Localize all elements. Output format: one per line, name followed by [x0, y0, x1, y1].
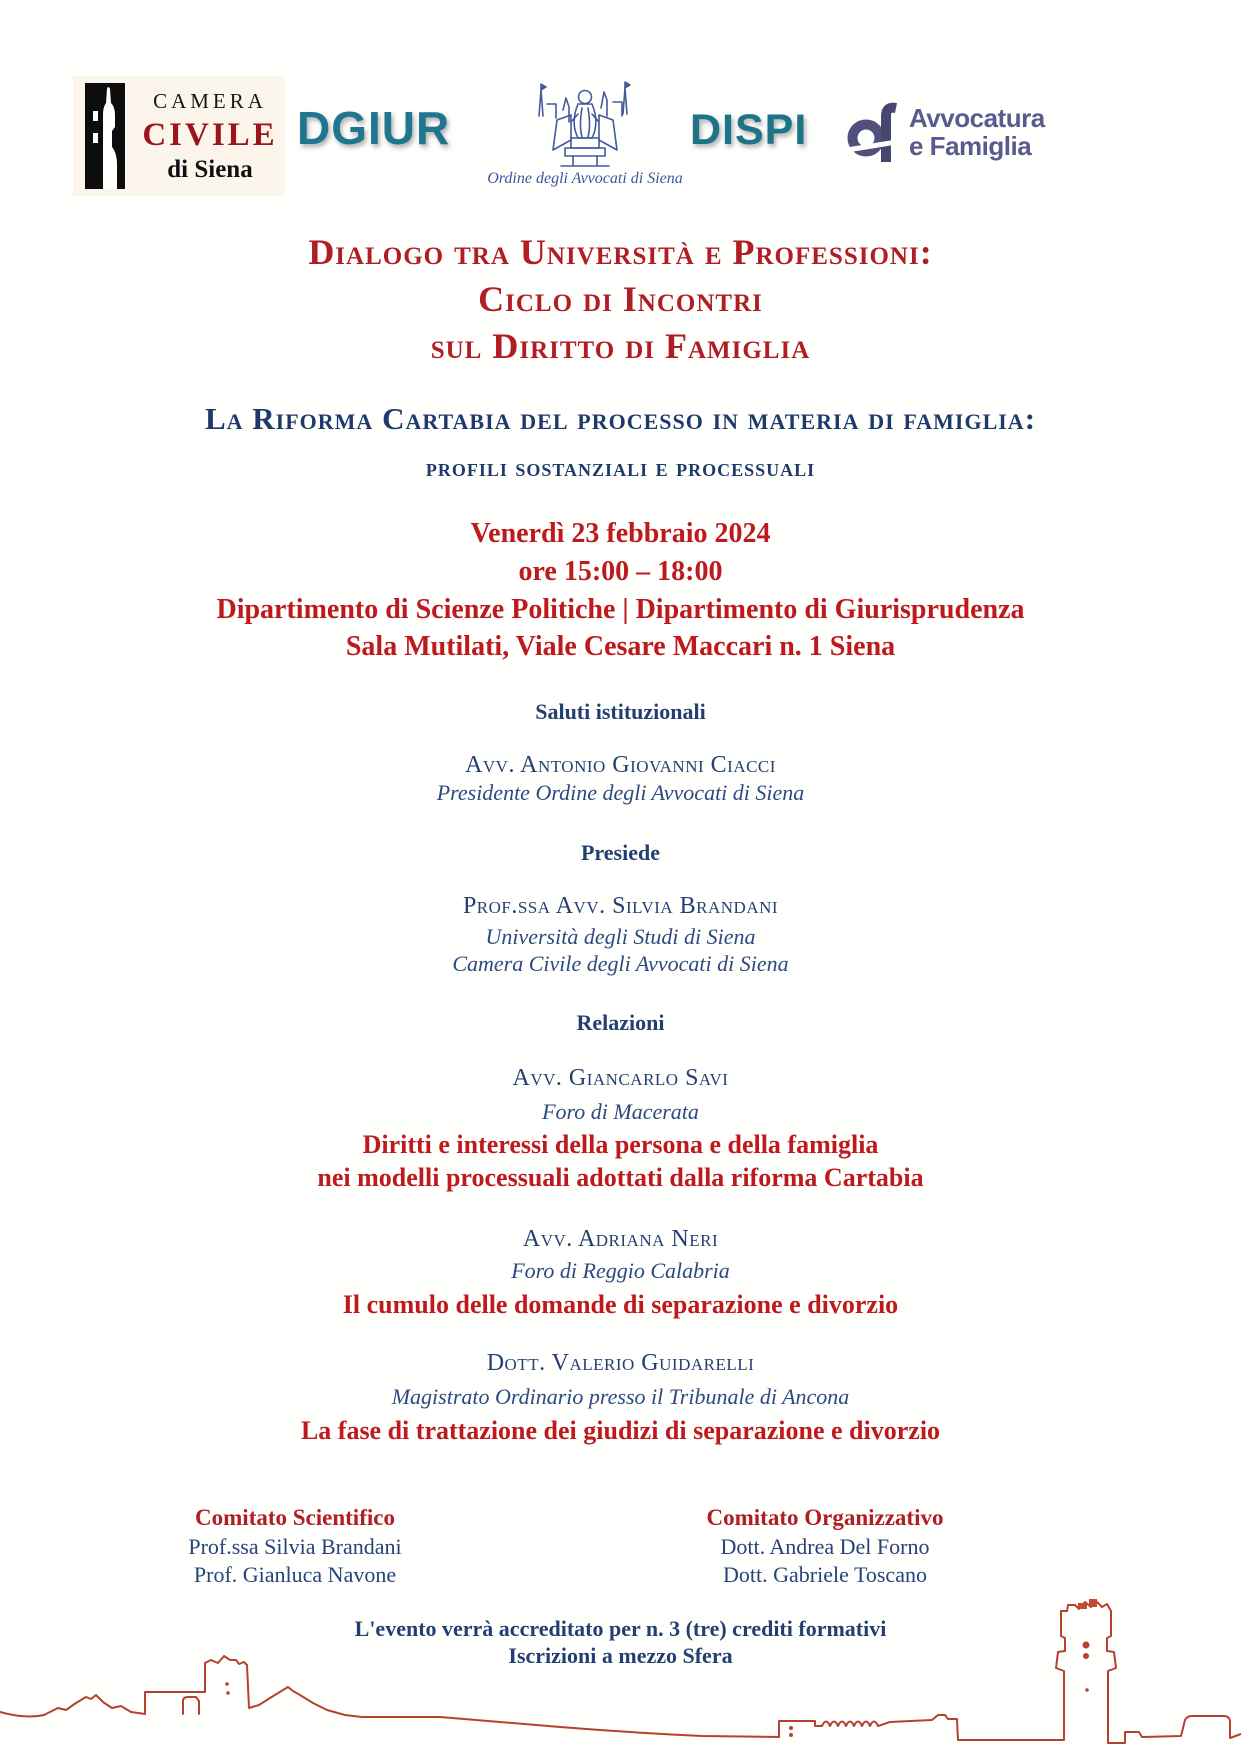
scientific-committee [140, 1504, 450, 1590]
talk3-speaker: Dott. Valerio Guidarelli [486, 1350, 755, 1376]
talk2-topic-line1: Il cumulo delle domande di separazione e divorzio [342, 1290, 899, 1319]
event-venue-line2: Sala Mutilati, Viale Cesare Maccari n. 1 Siena [345, 631, 896, 662]
avvocatura-line2: e Famiglia [909, 131, 1032, 161]
avvocatura-line1: Avvocatura [909, 103, 1045, 133]
siena-justice-line-art-icon [505, 70, 665, 168]
scientific-committee-heading: Comitato Scientifico [195, 1505, 395, 1530]
presiede-speaker: Prof.ssa Avv. Silvia Brandani [462, 893, 779, 919]
camera-civile-wordmark [141, 86, 279, 186]
talk3-topic-line1: La fase di trattazione dei giudizi di separazione e divorzio [300, 1416, 941, 1445]
presiede-heading: Presiede [580, 840, 660, 865]
logo-ordine-avvocati [460, 70, 710, 188]
logo-dispi: DISPI [690, 106, 808, 154]
organizing-committee-member: Dott. Gabriele Toscano [723, 1562, 927, 1587]
event-subtitle-line1: La Riforma Cartabia del processo in materia di famiglia: [204, 401, 1037, 436]
siena-skyline-drawing [0, 1595, 1241, 1755]
organizing-committee-member: Dott. Andrea Del Forno [720, 1533, 930, 1559]
talk1-topic-line2: nei modelli processuali adottati dalla riforma Cartabia [317, 1163, 924, 1192]
credits-note: L'evento verrà accreditato per n. 3 (tre) crediti formativi [354, 1616, 887, 1641]
scientific-committee-member: Prof. Gianluca Navone [193, 1562, 397, 1587]
talk1-affiliation: Foro di Macerata [542, 1099, 699, 1124]
talk3-affiliation: Magistrato Ordinario presso il Tribunale di Ancona [391, 1384, 850, 1409]
saluti-heading: Saluti istituzionali [535, 699, 706, 724]
scientific-committee-member: Prof.ssa Silvia Brandani [188, 1533, 402, 1559]
logo-dgiur: DGIUR [297, 102, 451, 154]
organizing-committee-heading: Comitato Organizzativo [706, 1505, 944, 1530]
saluti-speaker: Avv. Antonio Giovanni Ciacci [465, 752, 776, 778]
logo-camera-civile [73, 76, 285, 196]
series-title-line1: Dialogo tra Università e Professioni: [308, 232, 933, 272]
logo-avvocatura-famiglia [845, 100, 1045, 164]
registration-note: Iscrizioni a mezzo Sfera [508, 1643, 733, 1668]
af-monogram-icon [845, 100, 903, 164]
talk1-speaker: Avv. Giancarlo Savi [512, 1065, 729, 1091]
event-time: ore 15:00 – 18:00 [518, 556, 723, 587]
camera-civile-line2: CIVILE [142, 117, 278, 153]
event-date: Venerdì 23 febbraio 2024 [470, 518, 771, 549]
talk1-topic-line1: Diritti e interessi della persona e della famiglia [362, 1130, 879, 1159]
series-title-line3: sul Diritto di Famiglia [430, 326, 811, 366]
camera-civile-line1: CAMERA [153, 89, 267, 113]
saluti-speaker-role: Presidente Ordine degli Avvocati di Siena [436, 780, 805, 805]
talk2-speaker: Avv. Adriana Neri [522, 1226, 719, 1252]
organizing-committee [655, 1504, 995, 1590]
presiede-speaker-role1: Università degli Studi di Siena [485, 924, 756, 949]
presiede-speaker-role2: Camera Civile degli Avvocati di Siena [452, 951, 789, 976]
event-subtitle-line2: profili sostanziali e processuali [425, 453, 816, 482]
camera-civile-line3: di Siena [167, 156, 253, 183]
tower-silhouette-icon [79, 81, 131, 191]
relazioni-heading: Relazioni [576, 1010, 665, 1035]
avvocatura-famiglia-wordmark [909, 104, 1045, 160]
talk2-affiliation: Foro di Reggio Calabria [511, 1258, 730, 1283]
series-title-line2: Ciclo di Incontri [478, 279, 763, 319]
ordine-avvocati-caption: Ordine degli Avvocati di Siena [487, 170, 683, 187]
event-venue-line1: Dipartimento di Scienze Politiche | Dipartimento di Giurisprudenza [216, 594, 1025, 625]
